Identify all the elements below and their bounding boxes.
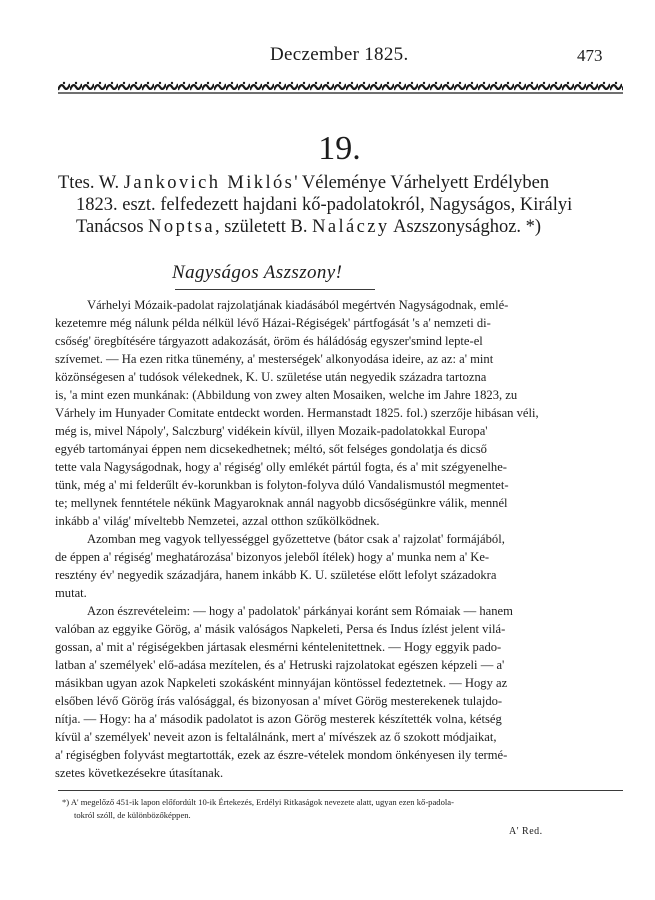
footnote-line-2: tokról szóll, de különbözőképpen. xyxy=(74,810,191,820)
running-header xyxy=(0,44,655,74)
text-line: mutat. xyxy=(55,586,87,600)
text-line: tette vala Nagyságodnak, hogy a' régiség' olly emlékét pártúl fogta, és a' mit szégyenelhe- xyxy=(55,460,507,474)
addressee-name: Noptsa xyxy=(148,217,215,237)
text-line: kezetemre még nálunk példa nélkül lévő Házai-Régiségek' pártfogását 's a' nemzeti di- xyxy=(55,316,491,330)
article-title xyxy=(56,172,626,238)
text-line: egyéb tartományai éppen nem dicsekedhetnek; méltó, sőt felséges gondolatja és dicső xyxy=(55,442,487,456)
text-line: valóban az eggyike Görög, a' másik valóságos Napkeleti, Persa és Indus ízlést jelent vilá- xyxy=(55,622,506,636)
text-line: másikban ugyan azok Napkeleti szokásként minnyájan köntössel fedeztetnek. — Hogy az xyxy=(55,676,508,690)
text-line: csőség' öregbítésére tárgyazott adakozását, öröm és háládóság egyszer'smind lepte-el xyxy=(55,334,483,348)
text-line: kívül a' személyek' neveit azon is feltalálnánk, mert a' mívészek az ő szokott módjaikat, xyxy=(55,730,497,744)
text-line: Várhelyi Mózaik-padolat rajzolatjának kiadásából megértvén Nagyságodnak, emlé- xyxy=(87,298,509,312)
text-line: de éppen a' régiség' meghatározása' bizonyos jeleből ítélek) hogy a' munka nem a' Ke- xyxy=(55,550,490,564)
title-prefix-3: Tanácsos xyxy=(76,217,149,237)
text-line: még is, mivel Nápoly', Salczburg' vidékein kívül, illyen Mozaik-padolatokkal Europa' xyxy=(55,424,488,438)
footnote xyxy=(62,796,627,822)
maiden-name: Naláczy xyxy=(312,217,390,237)
body-text xyxy=(55,296,625,782)
footnote-divider xyxy=(58,790,623,791)
title-suffix-3: Aszszonysághoz. *) xyxy=(389,217,542,237)
text-line: is, 'a mint ezen munkának: (Abbildung von zwey alten Mosaiken, welche im Jahre 1823, zu xyxy=(55,388,518,402)
editor-signature: A' Red. xyxy=(509,826,543,837)
text-line: Azon észrevételeim: — hogy a' padolatok' párkányai koránt sem Rómaiak — hanem xyxy=(87,604,513,618)
ornament-pattern-icon xyxy=(58,80,623,94)
text-line: elsőben lévő Görög írás valósággal, és bizonyosan a' mívet Görög mesterekenek tulajdo- xyxy=(55,694,503,708)
text-line: te; mellynek fenntétele nékünk Magyaroknak annál nagyobb dicsőségünkre válik, mennél xyxy=(55,496,508,510)
text-line: tünk, még a' mi felderűlt év-korunkban is folyton-folyva dúló Vandalismustól megmentet- xyxy=(55,478,509,492)
title-mid-3: , született B. xyxy=(214,217,313,237)
text-line: közönségesen a' tudósok vélekednek, K. U. születése után negyedik századra tartozna xyxy=(55,370,487,384)
footnote-line-1: *) A' megelőző 451-ik lapon előfordúlt 10-ik Értekezés, Erdélyi Ritkaságok nevezete alatt, ugyan ezen kő-padola- xyxy=(62,797,454,807)
title-line-1 xyxy=(56,172,626,194)
text-line: a' régiségben folyvást megtartották, ezek az észre-vételek mondom önkényesen ily termé- xyxy=(55,748,508,762)
text-line: Azomban meg vagyok tellyességgel győzettetve (bátor csak a' rajzolat' formájából, xyxy=(87,532,505,546)
text-line: resztény év' negyedik századjára, hanem inkább K. U. születése előtt lefolyt századokra xyxy=(55,568,497,582)
author-name: Jankovich Miklós xyxy=(123,173,295,193)
text-line: szetes következésekre útasítanak. xyxy=(55,766,224,780)
title-prefix: Ttes. W. xyxy=(58,173,124,193)
title-suffix: ' Véleménye Várhelyett Erdélyben xyxy=(294,173,550,193)
text-line: szívemet. — Ha ezen ritka tünemény, a' mesterségek' alkonyodása ideire, az az: a' mint xyxy=(55,352,494,366)
text-line: gossan, a' mit a' régiségekben jártasak elesmérni kéntelenitettnek. — Hogy eggyik pado- xyxy=(55,640,502,654)
text-line: latban a' személyek' elő-adása mezítelen, és a' Hetruski rajzolatokat egészen képzeli — a' xyxy=(55,658,505,672)
chapter-number: 19. xyxy=(318,130,361,167)
salutation: Nagyságos Aszszony! xyxy=(172,262,343,283)
text-line: Várhely im Hunyader Comitate entdeckt worden. Hermanstadt 1825. fol.) szerzője hibásan véli, xyxy=(55,406,539,420)
title-line-2: 1823. eszt. felfedezett hajdani kő-padolatokról, Nagyságos, Királyi xyxy=(76,195,573,215)
text-line: inkább a' világ' míveltebb Nemzetei, azzal otthon szűkölködnek. xyxy=(55,514,380,528)
page-number: 473 xyxy=(577,46,603,65)
ornamental-border xyxy=(58,80,623,94)
header-title: Deczember 1825. xyxy=(270,44,409,65)
text-line: nítja. — Hogy: ha a' második padolatot is azon Görög mesterek készítették volna, kétség xyxy=(55,712,502,726)
salutation-underline xyxy=(175,289,375,290)
title-line-3 xyxy=(56,216,626,238)
